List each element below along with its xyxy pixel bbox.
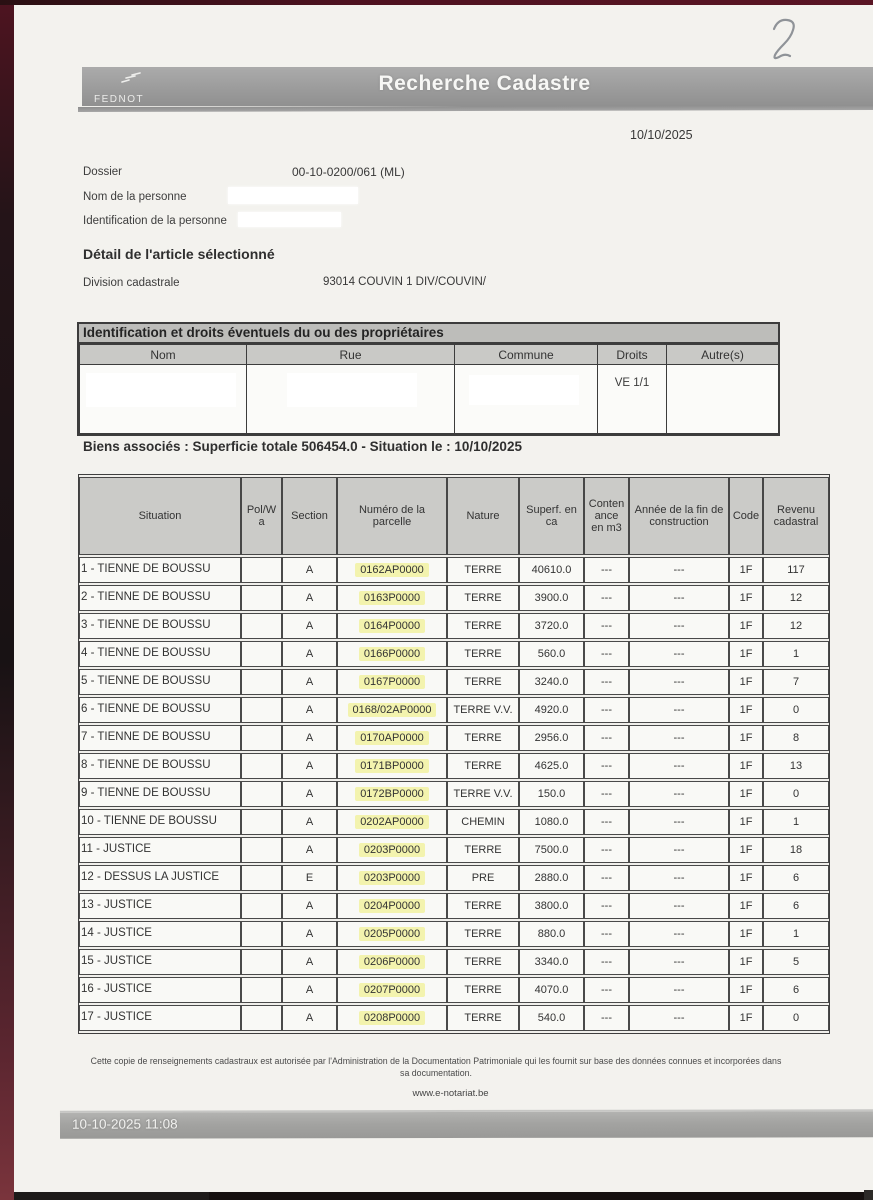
owner-rue-cell [247,365,455,434]
situation-cell: 9 - TIENNE DE BOUSSU [79,781,241,807]
annee-cell: --- [629,921,729,947]
section-cell: A [282,697,337,723]
nature-cell: TERRE [447,921,519,947]
parcel-number-highlight: 0164P0000 [359,619,425,633]
scanner-edge-left [0,0,14,1200]
parcel-number-cell [337,949,447,975]
parcel-number-cell [337,613,447,639]
revenu-cell: 5 [763,949,829,975]
parcel-number-cell [337,557,447,583]
section-cell: A [282,641,337,667]
annee-cell: --- [629,1005,729,1031]
parcels-table [78,474,830,1034]
annee-cell: --- [629,977,729,1003]
section-cell: A [282,613,337,639]
footer-website: www.e-notariat.be [412,1088,489,1099]
annee-cell: --- [629,837,729,863]
col-situation: Situation [79,477,241,555]
nature-cell: TERRE [447,557,519,583]
situation-cell: 10 - TIENNE DE BOUSSU [79,809,241,835]
revenu-cell: 13 [763,753,829,779]
contenance-cell: --- [584,725,629,751]
parcel-row [79,669,829,695]
annee-cell: --- [629,697,729,723]
dossier-value: 00-10-0200/061 (ML) [292,165,405,179]
situation-cell: 6 - TIENNE DE BOUSSU [79,697,241,723]
nature-cell: TERRE [447,893,519,919]
owners-col-rue: Rue [247,345,455,365]
annee-cell: --- [629,809,729,835]
nature-cell: TERRE [447,613,519,639]
owners-col-commune: Commune [455,345,598,365]
situation-cell: 3 - TIENNE DE BOUSSU [79,613,241,639]
code-cell: 1F [729,865,763,891]
parcel-number-cell [337,865,447,891]
situation-cell: 5 - TIENNE DE BOUSSU [79,669,241,695]
pol-wa-cell [241,865,282,891]
code-cell: 1F [729,1005,763,1031]
section-cell: A [282,781,337,807]
parcel-number-highlight: 0162AP0000 [355,563,429,577]
contenance-cell: --- [584,809,629,835]
annee-cell: --- [629,949,729,975]
section-cell: E [282,865,337,891]
parcel-row [79,865,829,891]
contenance-cell: --- [584,669,629,695]
owner-commune-cell [455,365,598,434]
revenu-cell: 0 [763,1005,829,1031]
nature-cell: TERRE V.V. [447,697,519,723]
person-name-label: Nom de la personne [83,191,187,203]
owners-table [77,322,780,436]
pol-wa-cell [241,781,282,807]
parcel-row [79,977,829,1003]
parcel-number-highlight: 0167P0000 [359,675,425,689]
superficie-cell: 2880.0 [519,865,584,891]
division-label: Division cadastrale [83,277,180,289]
owner-droits-cell: VE 1/1 [598,365,667,434]
revenu-cell: 18 [763,837,829,863]
parcel-number-highlight: 0208P0000 [359,1011,425,1025]
nature-cell: CHEMIN [447,809,519,835]
parcel-number-highlight: 0203P0000 [359,871,425,885]
superficie-cell: 3900.0 [519,585,584,611]
pol-wa-cell [241,893,282,919]
superficie-cell: 4625.0 [519,753,584,779]
division-value: 93014 COUVIN 1 DIV/COUVIN/ [323,276,486,288]
owner-nom-cell [80,365,247,434]
contenance-cell: --- [584,1005,629,1031]
revenu-cell: 6 [763,977,829,1003]
revenu-cell: 0 [763,697,829,723]
parcel-row [79,921,829,947]
parcel-number-highlight: 0168/02AP0000 [348,703,437,717]
code-cell: 1F [729,837,763,863]
code-cell: 1F [729,977,763,1003]
code-cell: 1F [729,949,763,975]
parcel-number-highlight: 0203P0000 [359,843,425,857]
annee-cell: --- [629,865,729,891]
handwritten-page-number [760,13,812,70]
section-cell: A [282,949,337,975]
col-pol-wa: Pol/Wa [241,477,282,555]
parcel-number-highlight: 0171BP0000 [355,759,429,773]
superficie-cell: 150.0 [519,781,584,807]
footer-bar [60,1109,873,1138]
contenance-cell: --- [584,893,629,919]
contenance-cell: --- [584,697,629,723]
nature-cell: PRE [447,865,519,891]
superficie-cell: 1080.0 [519,809,584,835]
situation-cell: 8 - TIENNE DE BOUSSU [79,753,241,779]
contenance-cell: --- [584,557,629,583]
owner-nom-redaction [86,373,236,407]
parcel-number-cell [337,781,447,807]
document-title: Recherche Cadastre [378,72,591,95]
header-underline [78,105,873,112]
nature-cell: TERRE [447,1005,519,1031]
pol-wa-cell [241,1005,282,1031]
pol-wa-cell [241,809,282,835]
revenu-cell: 6 [763,893,829,919]
nature-cell: TERRE [447,949,519,975]
parcel-number-cell [337,697,447,723]
biens-heading: Biens associés : Superficie totale 506454.0 - Situation le : 10/10/2025 [83,439,522,454]
owners-col-droits: Droits [598,345,667,365]
parcel-number-cell [337,725,447,751]
nature-cell: TERRE [447,725,519,751]
parcel-row [79,893,829,919]
superficie-cell: 4920.0 [519,697,584,723]
col-numero-parcelle: Numéro de la parcelle [337,477,447,555]
parcel-row [79,781,829,807]
superficie-cell: 3720.0 [519,613,584,639]
revenu-cell: 1 [763,641,829,667]
nature-cell: TERRE [447,669,519,695]
contenance-cell: --- [584,865,629,891]
nature-cell: TERRE [447,753,519,779]
fednot-logo-text: FEDNOT [94,94,145,105]
code-cell: 1F [729,725,763,751]
section-cell: A [282,977,337,1003]
superficie-cell: 560.0 [519,641,584,667]
section-cell: A [282,809,337,835]
owners-col-autres: Autre(s) [667,345,779,365]
contenance-cell: --- [584,977,629,1003]
parcel-number-cell [337,585,447,611]
contenance-cell: --- [584,837,629,863]
pol-wa-cell [241,641,282,667]
parcel-number-cell [337,809,447,835]
situation-cell: 7 - TIENNE DE BOUSSU [79,725,241,751]
footer-note-line2: sa documentation. [400,1068,472,1079]
section-cell: A [282,585,337,611]
situation-cell: 16 - JUSTICE [79,977,241,1003]
situation-cell: 4 - TIENNE DE BOUSSU [79,641,241,667]
section-cell: A [282,921,337,947]
parcel-row [79,949,829,975]
parcel-row [79,585,829,611]
contenance-cell: --- [584,641,629,667]
owners-col-nom: Nom [80,345,247,365]
parcel-number-cell [337,893,447,919]
scanner-edge-bottom-left [14,1192,209,1200]
scanner-edge-bottom-right [864,1190,873,1200]
parcel-number-cell [337,669,447,695]
pol-wa-cell [241,669,282,695]
situation-cell: 12 - DESSUS LA JUSTICE [79,865,241,891]
annee-cell: --- [629,557,729,583]
nature-cell: TERRE [447,585,519,611]
code-cell: 1F [729,669,763,695]
code-cell: 1F [729,753,763,779]
section-cell: A [282,725,337,751]
parcel-number-cell [337,837,447,863]
parcel-row [79,837,829,863]
superficie-cell: 3800.0 [519,893,584,919]
annee-cell: --- [629,753,729,779]
col-code: Code [729,477,763,555]
parcel-row [79,1005,829,1031]
owner-row [80,365,779,434]
code-cell: 1F [729,697,763,723]
situation-cell: 15 - JUSTICE [79,949,241,975]
col-annee-construction: Année de la fin de construction [629,477,729,555]
code-cell: 1F [729,613,763,639]
person-id-label: Identification de la personne [83,215,227,227]
superficie-cell: 7500.0 [519,837,584,863]
revenu-cell: 0 [763,781,829,807]
nature-cell: TERRE V.V. [447,781,519,807]
revenu-cell: 1 [763,809,829,835]
dossier-label: Dossier [83,166,122,178]
owner-commune-redaction [469,375,579,405]
contenance-cell: --- [584,613,629,639]
nature-cell: TERRE [447,837,519,863]
annee-cell: --- [629,585,729,611]
parcel-row [79,613,829,639]
parcel-number-highlight: 0172BP0000 [355,787,429,801]
parcel-number-cell [337,977,447,1003]
pol-wa-cell [241,585,282,611]
parcel-row [79,753,829,779]
col-nature: Nature [447,477,519,555]
annee-cell: --- [629,725,729,751]
pol-wa-cell [241,613,282,639]
annee-cell: --- [629,669,729,695]
revenu-cell: 117 [763,557,829,583]
situation-cell: 14 - JUSTICE [79,921,241,947]
superficie-cell: 2956.0 [519,725,584,751]
owner-rue-redaction [287,373,417,407]
col-superficie: Superf. en ca [519,477,584,555]
code-cell: 1F [729,809,763,835]
situation-cell: 2 - TIENNE DE BOUSSU [79,585,241,611]
parcel-number-cell [337,921,447,947]
document-header-bar [82,67,873,106]
parcel-row [79,809,829,835]
parcels-header-row [79,477,829,555]
parcels-table-body [79,557,829,1031]
parcel-row [79,641,829,667]
code-cell: 1F [729,641,763,667]
footer-note [46,1055,826,1080]
pol-wa-cell [241,949,282,975]
document-date: 10/10/2025 [630,128,693,142]
section-cell: A [282,557,337,583]
owners-header-row [80,345,779,365]
parcel-number-highlight: 0205P0000 [359,927,425,941]
nature-cell: TERRE [447,977,519,1003]
parcel-number-cell [337,641,447,667]
pol-wa-cell [241,837,282,863]
scan-timestamp: 10-10-2025 11:08 [71,1116,178,1132]
pol-wa-cell [241,725,282,751]
section-cell: A [282,837,337,863]
contenance-cell: --- [584,585,629,611]
code-cell: 1F [729,781,763,807]
parcel-number-cell [337,1005,447,1031]
parcel-number-highlight: 0204P0000 [359,899,425,913]
annee-cell: --- [629,781,729,807]
situation-cell: 17 - JUSTICE [79,1005,241,1031]
parcel-number-highlight: 0170AP0000 [355,731,429,745]
parcel-number-highlight: 0166P0000 [359,647,425,661]
section-cell: A [282,1005,337,1031]
col-section: Section [282,477,337,555]
contenance-cell: --- [584,781,629,807]
contenance-cell: --- [584,753,629,779]
pol-wa-cell [241,557,282,583]
pol-wa-cell [241,921,282,947]
col-contenance: Contenance en m3 [584,477,629,555]
pol-wa-cell [241,977,282,1003]
col-revenu-cadastral: Revenu cadastral [763,477,829,555]
annee-cell: --- [629,613,729,639]
owners-table-title: Identification et droits éventuels du ou des propriétaires [79,324,778,344]
article-detail-heading: Détail de l'article sélectionné [83,246,275,262]
revenu-cell: 8 [763,725,829,751]
revenu-cell: 7 [763,669,829,695]
parcel-number-highlight: 0202AP0000 [355,815,429,829]
superficie-cell: 880.0 [519,921,584,947]
section-cell: A [282,893,337,919]
contenance-cell: --- [584,921,629,947]
owner-autres-cell [667,365,779,434]
pol-wa-cell [241,753,282,779]
footer-note-line1: Cette copie de renseignements cadastraux est autorisée par l'Administration de la Documentation Patrimoniale qui les fournit sur base des données connues et incorporées dans [90,1056,782,1066]
superficie-cell: 4070.0 [519,977,584,1003]
code-cell: 1F [729,557,763,583]
parcel-row [79,557,829,583]
revenu-cell: 6 [763,865,829,891]
person-id-redaction [238,212,341,227]
situation-cell: 1 - TIENNE DE BOUSSU [79,557,241,583]
superficie-cell: 3340.0 [519,949,584,975]
parcel-number-highlight: 0207P0000 [359,983,425,997]
section-cell: A [282,669,337,695]
section-cell: A [282,753,337,779]
revenu-cell: 12 [763,585,829,611]
parcel-number-highlight: 0206P0000 [359,955,425,969]
situation-cell: 11 - JUSTICE [79,837,241,863]
person-name-redaction [228,187,358,204]
parcel-number-highlight: 0163P0000 [359,591,425,605]
code-cell: 1F [729,893,763,919]
revenu-cell: 12 [763,613,829,639]
nature-cell: TERRE [447,641,519,667]
superficie-cell: 3240.0 [519,669,584,695]
revenu-cell: 1 [763,921,829,947]
annee-cell: --- [629,893,729,919]
parcel-number-cell [337,753,447,779]
pol-wa-cell [241,697,282,723]
situation-cell: 13 - JUSTICE [79,893,241,919]
code-cell: 1F [729,921,763,947]
parcel-row [79,697,829,723]
superficie-cell: 40610.0 [519,557,584,583]
parcel-row [79,725,829,751]
contenance-cell: --- [584,949,629,975]
superficie-cell: 540.0 [519,1005,584,1031]
document-page [14,5,873,1192]
code-cell: 1F [729,585,763,611]
annee-cell: --- [629,641,729,667]
